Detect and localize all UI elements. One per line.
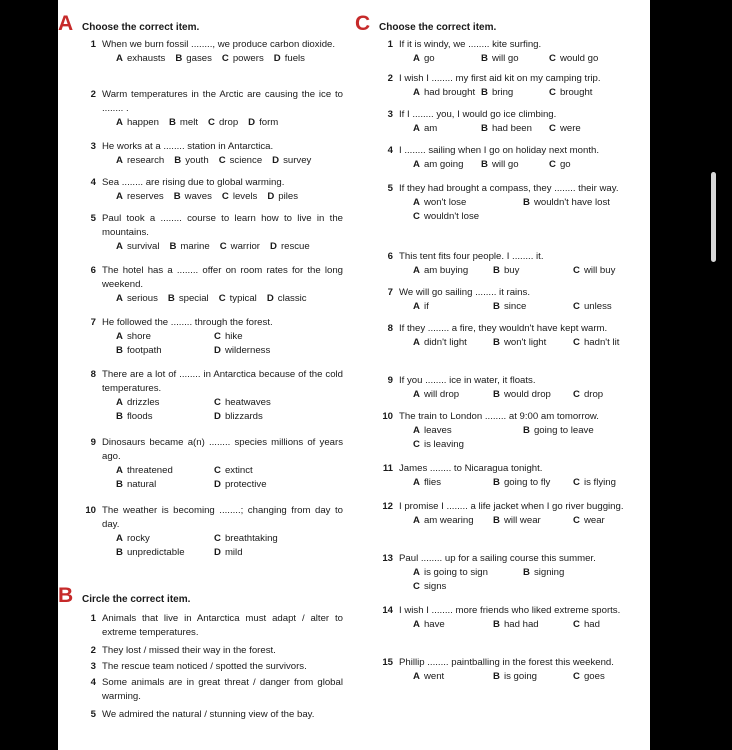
section-title: Circle the correct item. — [82, 594, 191, 605]
question-text: Phillip ........ paintballing in the forest this weekend. — [399, 657, 614, 668]
question — [355, 144, 647, 172]
question-number: 5 — [90, 709, 96, 720]
option[interactable]: D form — [248, 117, 279, 128]
option[interactable]: B melt — [168, 117, 199, 128]
option[interactable]: C warrior — [219, 241, 260, 252]
question-number: 2 — [90, 89, 96, 100]
question — [58, 660, 343, 674]
question — [355, 462, 647, 490]
question-text[interactable]: Animals that live in Antarctica must adapt / alter to extreme temperatures. — [102, 613, 343, 638]
question-text: Paul took a ........ course to learn how to live in the mountains. — [102, 213, 343, 238]
option[interactable]: A go — [413, 53, 435, 64]
option[interactable]: A shore — [116, 331, 151, 342]
option[interactable]: A is going to sign — [413, 567, 488, 578]
option[interactable]: D wilderness — [214, 345, 271, 356]
option[interactable]: C would go — [549, 53, 599, 64]
question-number: 8 — [90, 369, 96, 380]
question — [355, 410, 647, 452]
option[interactable]: C will buy — [573, 265, 616, 276]
question-text: He works at a ........ station in Antarctica. — [102, 141, 274, 152]
option[interactable]: C science — [218, 155, 263, 166]
question-number: 7 — [387, 287, 393, 298]
option[interactable]: B footpath — [116, 345, 162, 356]
option[interactable]: C drop — [573, 389, 604, 400]
question-number: 3 — [90, 661, 96, 672]
option[interactable]: B youth — [174, 155, 209, 166]
option[interactable]: B will go — [481, 53, 519, 64]
option[interactable]: B wouldn't have lost — [523, 197, 610, 208]
question — [355, 500, 647, 528]
option[interactable]: C extinct — [214, 465, 253, 476]
question-number: 14 — [382, 605, 393, 616]
option[interactable]: A went — [413, 671, 445, 682]
question-number: 12 — [382, 501, 393, 512]
option[interactable]: B will go — [481, 159, 519, 170]
question — [355, 286, 647, 314]
option[interactable]: B had been — [481, 123, 532, 134]
question-text: When we burn fossil ........, we produce carbon dioxide. — [102, 39, 336, 50]
option[interactable]: D classic — [266, 293, 307, 304]
option[interactable]: B bring — [481, 87, 514, 98]
option[interactable]: A am buying — [413, 265, 469, 276]
scrollbar-thumb[interactable] — [711, 172, 716, 262]
option[interactable]: A threatened — [116, 465, 173, 476]
question-number: 9 — [387, 375, 393, 386]
question-text: I wish I ........ more friends who liked extreme sports. — [399, 605, 621, 616]
question-text[interactable]: Some animals are in great threat / danger from global warming. — [102, 677, 343, 702]
option[interactable]: B floods — [116, 411, 153, 422]
option[interactable]: A reserves — [116, 191, 164, 202]
option[interactable]: A am going — [413, 159, 464, 170]
question-number: 13 — [382, 553, 393, 564]
question-number: 4 — [90, 677, 96, 688]
question-number: 2 — [90, 645, 96, 656]
question — [58, 612, 343, 640]
question — [355, 108, 647, 136]
question-text[interactable]: The rescue team noticed / spotted the survivors. — [102, 661, 307, 672]
option[interactable]: B marine — [169, 241, 210, 252]
option[interactable]: A have — [413, 619, 445, 630]
option[interactable]: D fuels — [273, 53, 305, 64]
option[interactable]: A research — [116, 155, 165, 166]
option[interactable]: B had had — [493, 619, 539, 630]
option[interactable]: A happen — [116, 117, 159, 128]
option[interactable]: C brought — [549, 87, 593, 98]
question-text: Warm temperatures in the Arctic are causing the ice to ........ . — [102, 89, 343, 114]
option[interactable]: C were — [549, 123, 581, 134]
question-text: He followed the ........ through the forest. — [102, 317, 273, 328]
question — [58, 676, 343, 704]
question-number: 5 — [387, 183, 393, 194]
question — [58, 176, 343, 204]
section-letter: B — [58, 584, 74, 607]
question-text: If they ........ a fire, they wouldn't have kept warm. — [399, 323, 608, 334]
question-number: 2 — [387, 73, 393, 84]
question-number: 7 — [90, 317, 96, 328]
section-letter: C — [355, 12, 371, 35]
option[interactable]: B since — [493, 301, 527, 312]
option[interactable]: D rescue — [270, 241, 310, 252]
option[interactable]: B buy — [493, 265, 520, 276]
option[interactable]: D blizzards — [214, 411, 263, 422]
question-number: 9 — [90, 437, 96, 448]
question — [58, 38, 343, 66]
option[interactable]: B signing — [523, 567, 565, 578]
option[interactable]: C breathtaking — [214, 533, 278, 544]
question-text: The weather is becoming ........; changing from day to day. — [102, 505, 343, 530]
question-number: 1 — [90, 39, 96, 50]
option[interactable]: A am wearing — [413, 515, 474, 526]
question-text: If I ........ you, I would go ice climbing. — [399, 109, 557, 120]
question-text: The train to London ........ at 9:00 am tomorrow. — [399, 411, 599, 422]
section-title: Choose the correct item. — [82, 22, 200, 33]
option[interactable]: B going to leave — [523, 425, 594, 436]
option[interactable]: B will wear — [493, 515, 541, 526]
question-text: James ........ to Nicaragua tonight. — [399, 463, 543, 474]
option[interactable]: A leaves — [413, 425, 452, 436]
question-number: 15 — [382, 657, 393, 668]
question — [355, 604, 647, 632]
question-text: Dinosaurs became a(n) ........ species millions of years ago. — [102, 437, 343, 462]
question-text: I ........ sailing when I go on holiday next month. — [399, 145, 599, 156]
option[interactable]: A didn't light — [413, 337, 467, 348]
option[interactable]: C levels — [221, 191, 258, 202]
option[interactable]: C hadn't lit — [573, 337, 620, 348]
question-number: 6 — [387, 251, 393, 262]
question-number: 10 — [382, 411, 393, 422]
option[interactable]: C heatwaves — [214, 397, 271, 408]
question-number: 10 — [85, 505, 96, 516]
question-text: The hotel has a ........ offer on room rates for the long weekend. — [102, 265, 343, 290]
option[interactable]: B going to fly — [493, 477, 551, 488]
question-text[interactable]: We admired the natural / stunning view of the bay. — [102, 709, 315, 720]
question-number: 8 — [387, 323, 393, 334]
worksheet-page — [58, 0, 650, 750]
question-number: 1 — [90, 613, 96, 624]
question-text: This tent fits four people. I ........ it. — [399, 251, 544, 262]
option[interactable]: C powers — [221, 53, 264, 64]
question — [58, 708, 343, 722]
question-number: 4 — [387, 145, 393, 156]
option[interactable]: B would drop — [493, 389, 551, 400]
question — [58, 212, 343, 254]
question — [58, 504, 343, 560]
question-number: 11 — [382, 463, 393, 474]
question — [355, 552, 647, 594]
question-text: Paul ........ up for a sailing course this summer. — [399, 553, 596, 564]
option[interactable]: A survival — [116, 241, 160, 252]
option[interactable]: B is going — [493, 671, 538, 682]
question-number: 5 — [90, 213, 96, 224]
option[interactable]: A drizzles — [116, 397, 160, 408]
option[interactable]: C drop — [208, 117, 239, 128]
question-text: I promise I ........ a life jacket when I go river bugging. — [399, 501, 624, 512]
question-text[interactable]: They lost / missed their way in the forest. — [102, 645, 276, 656]
option[interactable]: C wouldn't lose — [413, 211, 480, 222]
question — [58, 436, 343, 492]
question-number: 6 — [90, 265, 96, 276]
option[interactable]: C goes — [573, 671, 605, 682]
option[interactable]: B natural — [116, 479, 157, 490]
option[interactable]: C had — [573, 619, 600, 630]
question — [355, 322, 647, 350]
option[interactable]: A exhausts — [116, 53, 166, 64]
question — [355, 182, 647, 224]
option[interactable]: C is leaving — [413, 439, 464, 450]
option[interactable]: A won't lose — [413, 197, 467, 208]
option[interactable]: D survey — [272, 155, 312, 166]
option[interactable]: B won't light — [493, 337, 547, 348]
question-number: 3 — [90, 141, 96, 152]
option[interactable]: C go — [549, 159, 571, 170]
question-number: 3 — [387, 109, 393, 120]
option[interactable]: C unless — [573, 301, 612, 312]
option[interactable]: A rocky — [116, 533, 150, 544]
question — [58, 644, 343, 658]
option[interactable]: C hike — [214, 331, 243, 342]
option[interactable]: A am — [413, 123, 438, 134]
question — [58, 264, 343, 306]
option[interactable]: D mild — [214, 547, 243, 558]
option[interactable]: C is flying — [573, 477, 616, 488]
question-text: Sea ........ are rising due to global warming. — [102, 177, 285, 188]
question-text: I wish I ........ my first aid kit on my camping trip. — [399, 73, 601, 84]
question-text: If you ........ ice in water, it floats. — [399, 375, 536, 386]
option[interactable]: A will drop — [413, 389, 460, 400]
question — [355, 374, 647, 402]
option[interactable]: B unpredictable — [116, 547, 185, 558]
question-text: We will go sailing ........ it rains. — [399, 287, 530, 298]
option[interactable]: B waves — [173, 191, 212, 202]
question — [58, 140, 343, 168]
question — [58, 316, 343, 358]
question — [355, 38, 647, 66]
question-number: 4 — [90, 177, 96, 188]
question — [58, 368, 343, 424]
question-number: 1 — [387, 39, 393, 50]
question-text: There are a lot of ........ in Antarctica because of the cold temperatures. — [102, 369, 343, 394]
section-letter: A — [58, 12, 74, 35]
question — [355, 656, 647, 684]
option[interactable]: B special — [167, 293, 209, 304]
option[interactable]: A flies — [413, 477, 441, 488]
option[interactable]: C wear — [573, 515, 605, 526]
option[interactable]: C signs — [413, 581, 447, 592]
option[interactable]: A had brought — [413, 87, 476, 98]
question-text: If it is windy, we ........ kite surfing. — [399, 39, 542, 50]
question — [58, 88, 343, 130]
option[interactable]: C typical — [218, 293, 257, 304]
option[interactable]: B gases — [175, 53, 212, 64]
section-title: Choose the correct item. — [379, 22, 497, 33]
question — [355, 72, 647, 100]
option[interactable]: A if — [413, 301, 429, 312]
question-text: If they had brought a compass, they ........ their way. — [399, 183, 619, 194]
option[interactable]: D protective — [214, 479, 267, 490]
option[interactable]: D piles — [267, 191, 299, 202]
option[interactable]: A serious — [116, 293, 158, 304]
question — [355, 250, 647, 278]
